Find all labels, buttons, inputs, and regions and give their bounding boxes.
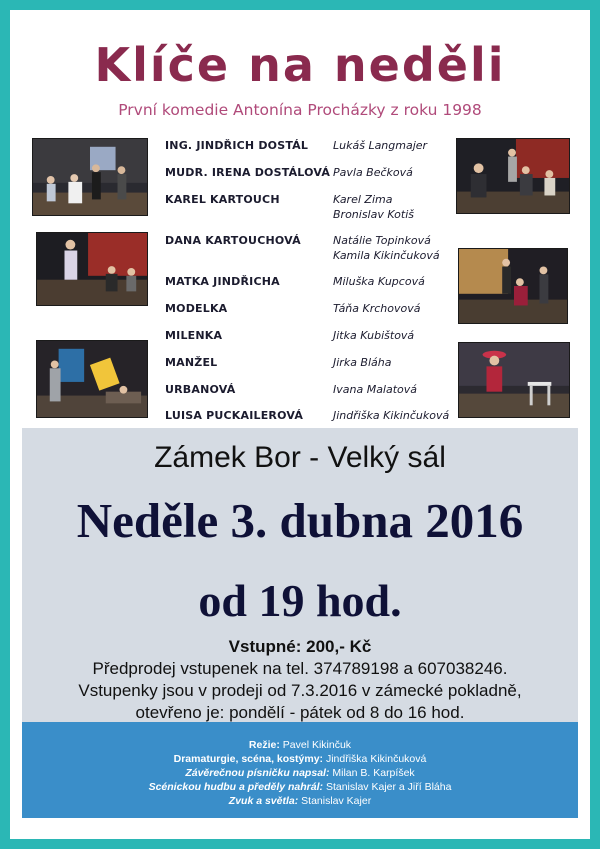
event-date: Neděle 3. dubna 2016 [76, 493, 524, 548]
credit-line [22, 767, 578, 779]
cast-actor: Táňa Krchovová [333, 302, 421, 315]
scene-photo-left-2 [36, 232, 148, 306]
cast-actor: Karel Zima [333, 193, 393, 206]
event-presale: Předprodej vstupenek na tel. 374789198 a 607038246. [92, 659, 508, 678]
cast-role: LUISA PUCKAILEROVÁ [165, 409, 304, 422]
cast-actor-alternate: Bronislav Kotiš [333, 208, 415, 221]
credit-value: Stanislav Kajer [301, 795, 372, 807]
cast-role: MILENKA [165, 329, 223, 342]
credit-label: Scénickou hudbu a předěly nahrál: [148, 781, 324, 793]
cast-actor: Lukáš Langmajer [333, 139, 428, 152]
credit-value: Jindřiška Kikinčuková [325, 753, 427, 765]
cast-role: ING. JINDŘICH DOSTÁL [165, 139, 309, 152]
scene-photo-left-3 [36, 340, 148, 418]
cast-role: URBANOVÁ [165, 383, 236, 396]
scene-photo-right-2 [458, 248, 568, 324]
cast-actor: Natálie Topinková [333, 234, 431, 247]
credit-line [22, 795, 578, 807]
cast-role: MANŽEL [165, 356, 218, 369]
cast-actor: Jindřiška Kikinčuková [333, 409, 450, 422]
scene-photo-right-3 [458, 342, 570, 418]
poster-title: Klíče na neděli [94, 38, 506, 92]
credit-value: Milan B. Karpíšek [332, 767, 415, 779]
credit-line [22, 739, 578, 751]
credit-label: Závěrečnou písničku napsal: [185, 767, 330, 779]
credit-value: Pavel Kikinčuk [282, 739, 352, 751]
cast-role: MODELKA [165, 302, 228, 315]
scene-photo-right-1 [456, 138, 570, 214]
cast-actor: Ivana Malatová [333, 383, 418, 396]
event-admission: Vstupné: 200,- Kč [228, 637, 372, 656]
event-venue: Zámek Bor - Velký sál [154, 441, 446, 474]
event-sale: Vstupenky jsou v prodeji od 7.3.2016 v zámecké pokladně, [78, 681, 522, 700]
credit-value: Stanislav Kajer a Jiří Bláha [325, 781, 452, 793]
cast-actor: Miluška Kupcová [333, 275, 425, 288]
cast-role: MATKA JINDŘICHA [165, 275, 280, 288]
credit-label: Dramaturgie, scéna, kostýmy: [173, 753, 324, 765]
scene-photo-left-1 [32, 138, 148, 216]
credit-line [22, 753, 578, 765]
cast-actor-alternate: Kamila Kikinčuková [333, 249, 440, 262]
cast-actor: Pavla Bečková [333, 166, 413, 179]
credit-label: Režie: [248, 739, 280, 751]
credit-line [22, 781, 578, 793]
event-time: od 19 hod. [198, 575, 402, 626]
event-hours: otevřeno je: pondělí - pátek od 8 do 16 hod. [135, 703, 465, 722]
cast-actor: Jirka Bláha [333, 356, 392, 369]
credit-label: Zvuk a světla: [228, 795, 299, 807]
poster-subtitle: První komedie Antonína Procházky z roku 1998 [118, 101, 482, 119]
cast-role: DANA KARTOUCHOVÁ [165, 234, 301, 247]
cast-actor: Jitka Kubištová [333, 329, 415, 342]
cast-role: KAREL KARTOUCH [165, 193, 280, 206]
cast-role: MUDR. IRENA DOSTÁLOVÁ [165, 166, 331, 179]
